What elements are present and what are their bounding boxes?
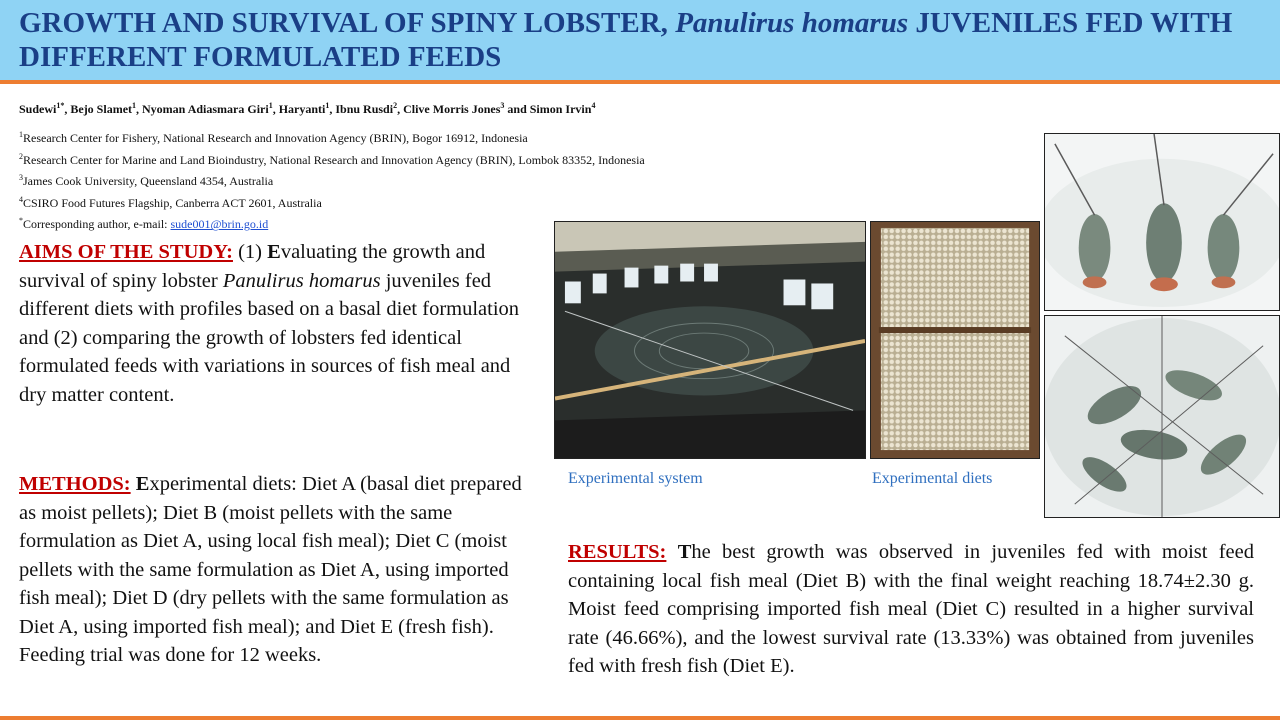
- author: Ibnu Rusdi$^2$,: [335, 101, 404, 116]
- affiliation: $^2$Research Center for Marine and Land Bioindustry, National Research and Innovation Agency (BRIN), Lombok 83352, Indonesia: [19, 151, 645, 167]
- experimental-diets-caption: Experimental diets: [872, 470, 993, 487]
- top-divider: [0, 80, 1280, 84]
- affiliation-list: [19, 126, 645, 234]
- poster-title: GROWTH AND SURVIVAL OF SPINY LOBSTER, Panulirus homarus JUVENILES FED WITH DIFFERENT FORMULATED FEEDS: [19, 7, 1233, 73]
- aims-species: Panulirus homarus: [222, 269, 381, 292]
- lobster-juveniles-photo-1: [1044, 133, 1280, 311]
- author: Simon Irvin$^4$: [529, 101, 596, 116]
- experimental-system-caption: Experimental system: [568, 470, 703, 487]
- methods-heading: METHODS:: [19, 473, 131, 495]
- author: Sudewi$^{1*}$,: [19, 101, 71, 116]
- author: Bejo Slamet$^1$,: [70, 101, 143, 116]
- results-heading: RESULTS:: [568, 541, 667, 563]
- title-species: Panulirus homarus: [675, 7, 909, 39]
- experimental-system-photo: [554, 221, 866, 459]
- author: Haryanti$^1$,: [278, 101, 336, 116]
- author: Nyoman Adiasmara Giri$^1$,: [142, 101, 279, 116]
- author: Clive Morris Jones$^3$ and: [403, 101, 530, 116]
- affiliation: $^1$Research Center for Fishery, National Research and Innovation Agency (BRIN), Bogor 16912, Indonesia: [19, 130, 528, 145]
- methods-section: METHODS: Experimental diets: Diet A (basal diet prepared as moist pellets); Diet B (moist pellets with the same formulation as Diet A, using local fish meal); Diet C (moist pellets with the same formulation as Diet A, using imported fish meal); Diet D (dry pellets with the same formulation as Diet A, using imported fish meal); and Diet E (fresh fish). Feeding trial was done for 12 weeks.: [19, 473, 522, 666]
- lobster-juveniles-photo-2: [1044, 315, 1280, 518]
- aims-heading: AIMS OF THE STUDY:: [19, 241, 233, 263]
- experimental-diets-photo: [870, 221, 1040, 459]
- aims-section: AIMS OF THE STUDY: (1) Evaluating the growth and survival of spiny lobster Panulirus homarus juveniles fed different diets with profiles based on a basal diet formulation and (2) comparing the growth of lobsters fed identical formulated feeds with variations in sources of fish meal and dry matter content.: [19, 241, 520, 406]
- bottom-divider: [0, 716, 1280, 720]
- title-banner: [0, 0, 1280, 80]
- correspondence-line: *Corresponding author, e-mail: sude001@brin.go.id: [19, 216, 269, 232]
- results-section: RESULTS: The best growth was observed in juveniles fed with moist feed containing local fish meal (Diet B) with the final weight reaching 18.74±2.30 g. Moist feed comprising imported fish meal (Diet C) resulted in a higher survival rate (46.66%), and the lowest survival rate (13.33%) was obtained from juveniles fed with fresh fish (Diet E).: [568, 541, 1255, 677]
- affiliation: $^3$James Cook University, Queensland 4354, Australia: [19, 173, 274, 189]
- affiliation: $^4$CSIRO Food Futures Flagship, Canberra ACT 2601, Australia: [19, 194, 322, 210]
- email-link[interactable]: sude001@brin.go.id: [170, 217, 269, 232]
- author-list: [19, 101, 595, 117]
